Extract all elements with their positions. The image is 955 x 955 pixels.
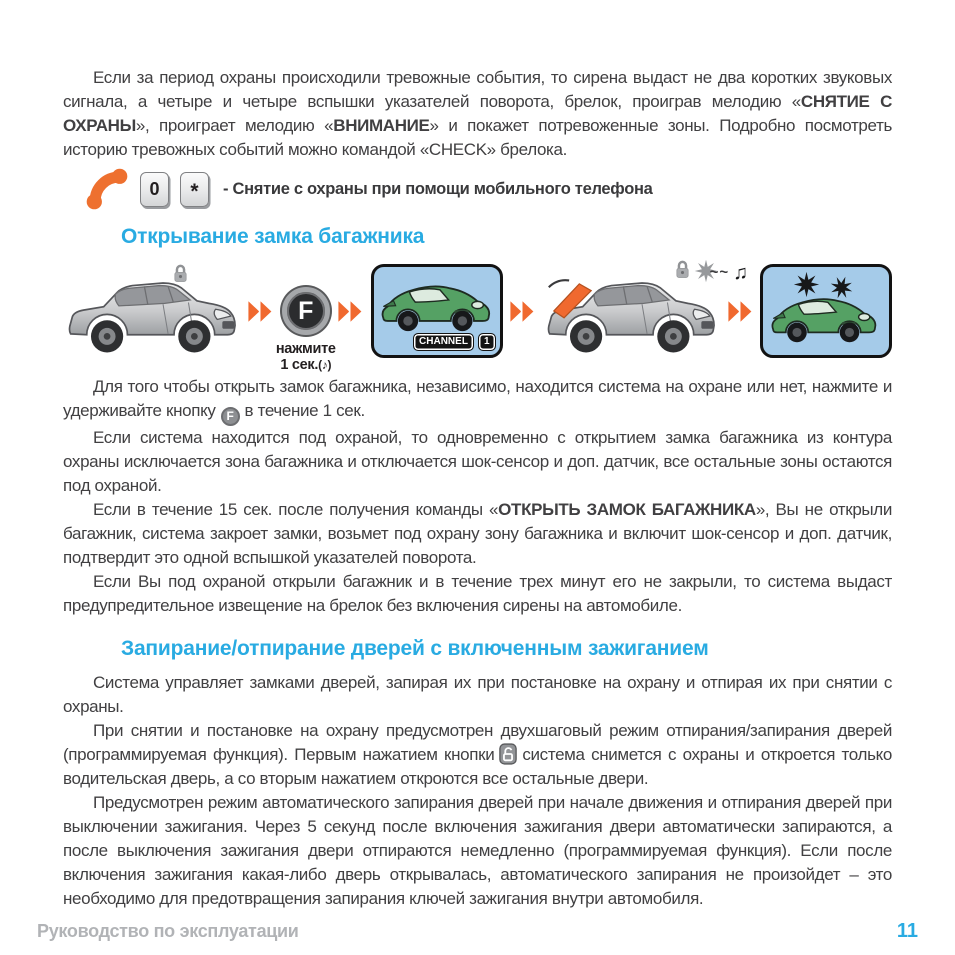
page-number: 11 [896, 920, 918, 942]
f-button-inline-label: F [226, 409, 234, 423]
sound-note-icon: (♪) [318, 358, 332, 372]
shock-zone-icon [793, 271, 820, 298]
text-run: Если в течение 15 сек. после получения команды « [93, 499, 499, 519]
f-button-inline-icon [221, 407, 240, 426]
arrow-with-signals [709, 261, 755, 327]
key-zero-label: 0 [149, 178, 160, 199]
section1-title: Открывание замка багажника [121, 225, 425, 248]
arrow-next-icon [508, 296, 537, 327]
f-button [275, 287, 336, 373]
text-run: Для того чтобы открыть замок багажника, независимо, находится система на охране или нет, нажмите и удерживайте кнопку [63, 377, 892, 420]
text-run: », Вы не открыли багажник, система закроет замки, возьмет под охрану зону багажника и включит шок-сенсор и доп. датчик, подтвердит это одной вспышкой указателей поворота. [63, 499, 893, 567]
car-trunk-open [542, 263, 720, 359]
arrow-next-icon [336, 296, 365, 327]
section2-paragraph-3: Предусмотрен режим автоматического запирания дверей при начале движения и отпирания дверей при выключении зажигания. Через 5 секунд после включения зажигания двери автоматически запираются, а после выключения зажигания двери отпираются немедленно (программируемая функция). Если после включения зажигания какая-либо дверь открывалась, автоматического запирания не произойдет – это необходимо для предотвращения запирания ключей зажигания внутри автомобиля. [63, 792, 892, 908]
phone-command-row [85, 166, 892, 212]
section1-paragraph-3 [63, 498, 892, 570]
f-button-label: F [298, 296, 314, 325]
remote-lcd-channel [371, 264, 503, 358]
signal-indicators [710, 263, 749, 283]
arrow-next-icon [726, 296, 755, 327]
key-star [180, 172, 209, 207]
section2-paragraph-2 [63, 719, 892, 791]
key-zero [140, 172, 169, 207]
f-button-face [282, 287, 330, 335]
channel-number-badge: 1 [478, 333, 496, 351]
intro-run: Если за период охраны происходили тревожные события, то сирена выдаст не два коротких звуковых сигнала, а четыре и четыре вспышки указателей поворота, брелок, проиграв мелодию « [63, 68, 892, 111]
section1-paragraph-1 [63, 375, 892, 426]
press-caption-line1: нажмите [275, 341, 336, 357]
trunk-open-diagram [63, 259, 892, 373]
footer-manual-title: Руководство по эксплуатации [37, 921, 299, 941]
intro-run: » и покажет потревоженные зоны. Подробно посмотреть историю тревожных событий можно командой «CHECK» брелока. [63, 116, 893, 159]
section1-paragraph-4: Если Вы под охраной открыли багажник и в течение трех минут его не закрыли, то система выдаст предупредительное извещение на брелок без включения сирены на автомобиле. [63, 571, 892, 615]
unlock-button-inline-icon [499, 743, 517, 765]
lcd-car-image [379, 276, 495, 334]
lock-icon [172, 263, 189, 283]
melody-note-icon: ♫ [733, 261, 749, 284]
text-run: При снятии и постановке на охрану предусмотрен двухшаговый режим отпирания/запирания дверей (программируемая функция). Первым нажатием кнопки [63, 720, 892, 764]
channel-badge: CHANNEL [413, 333, 474, 351]
suv-car-image [63, 272, 241, 357]
page-footer [37, 920, 918, 943]
text-run: система снимется с охраны и откроется только водительская дверь, а со вторым нажатием откроются все остальные двери. [63, 744, 892, 788]
radio-waves: ~~ [709, 264, 730, 281]
melody-name-attention: ВНИМАНИЕ [333, 116, 430, 135]
intro-paragraph [63, 66, 892, 162]
phone-command-label: - Снятие с охраны при помощи мобильного телефона [223, 179, 653, 198]
text-run: в течение 1 сек. [244, 401, 365, 420]
suv-trunk-open-image [542, 272, 720, 357]
key-star-label: * [190, 180, 199, 203]
section2-title: Запирание/отпирание дверей с включенным зажиганием [121, 636, 709, 660]
lcd-badges [413, 333, 495, 351]
phone-icon [85, 167, 129, 211]
remote-lcd-alert [760, 264, 892, 358]
arrow-next-icon [246, 296, 275, 327]
melody-name-disarm: СНЯТИЕ С ОХРАНЫ [63, 92, 892, 135]
section2-paragraph-1: Система управляет замками дверей, запирая их при постановке на охрану и отпирая их при снятии с охраны. [63, 672, 892, 716]
lock-icon [674, 259, 691, 279]
press-caption-line2: 1 сек. [280, 357, 319, 373]
command-name-open-trunk: ОТКРЫТЬ ЗАМОК БАГАЖНИКА [498, 499, 756, 519]
intro-run: », проиграет мелодию « [135, 116, 334, 135]
section1-paragraph-2: Если система находится под охраной, то одновременно с открытием замка багажника из контура охраны исключается зона багажника и отключается шок-сенсор и доп. датчик, все остальные зоны остаются под охраной. [63, 427, 892, 495]
press-caption [258, 341, 354, 373]
lcd-car-image [769, 289, 881, 345]
car-armed [63, 263, 241, 359]
